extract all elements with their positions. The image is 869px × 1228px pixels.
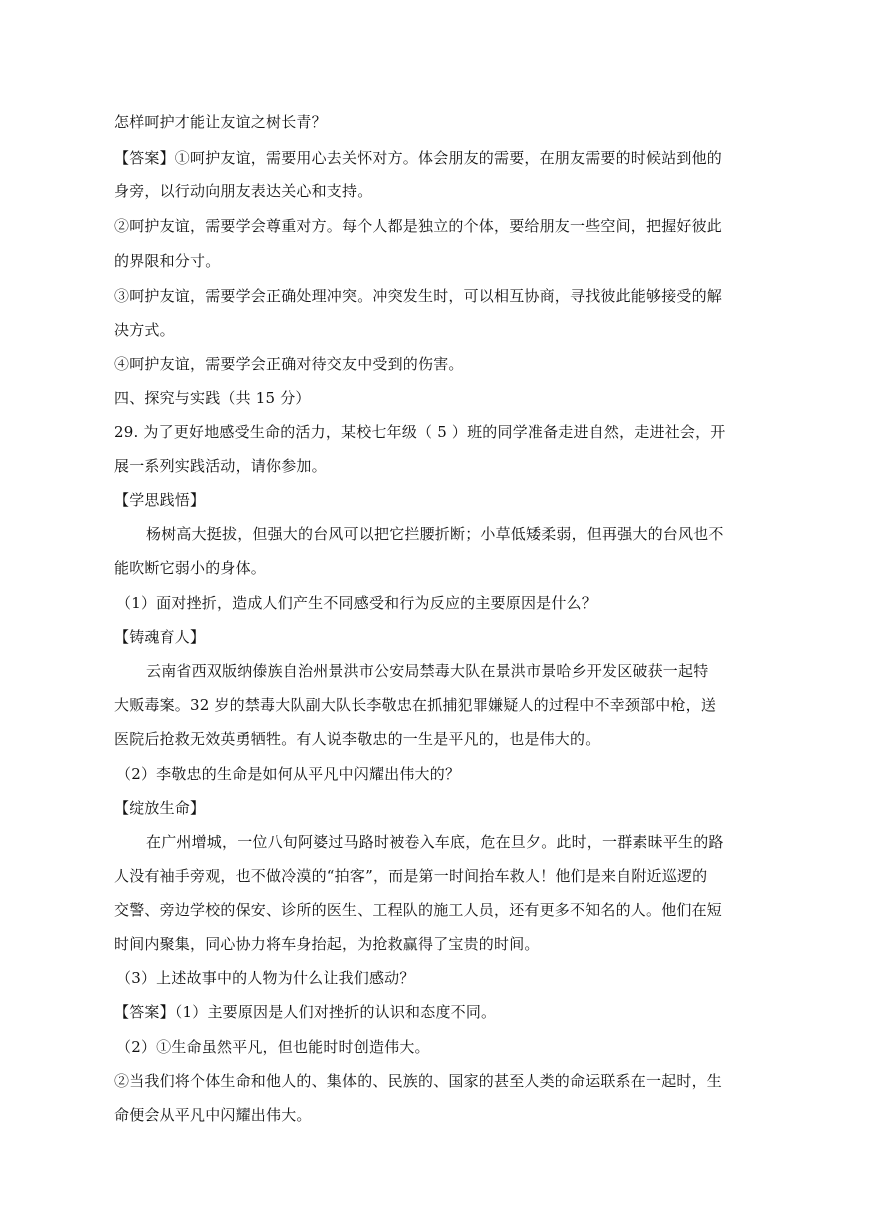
subsection-heading: 【铸魂育人】	[114, 628, 206, 646]
question-29: 29. 为了更好地感受生命的活力，某校七年级（ 5 ）班的同学准备走进自然，走进社会，开	[114, 423, 726, 441]
answer-line: 【答案】①呵护友谊，需要用心去关怀对方。体会朋友的需要，在朋友需要的时候站到他的	[114, 149, 723, 167]
sub-question-3: （3）上述故事中的人物为什么让我们感动？	[116, 969, 415, 987]
answer-line: ②呵护友谊，需要学会尊重对方。每个人都是独立的个体，要给朋友一些空间，把握好彼此	[114, 217, 723, 235]
question-continuation: 怎样呵护才能让友谊之树长青？	[114, 113, 327, 131]
subsection-heading: 【学思践悟】	[114, 491, 206, 509]
answer-line: 命便会从平凡中闪耀出伟大。	[114, 1106, 312, 1124]
sub-question-2: （2）李敬忠的生命是如何从平凡中闪耀出伟大的？	[116, 765, 461, 783]
material-paragraph: 大贩毒案。32 岁的禁毒大队副大队长李敬忠在抓捕犯罪嫌疑人的过程中不幸颈部中枪，送	[114, 696, 717, 714]
material-paragraph: 交警、旁边学校的保安、诊所的医生、工程队的施工人员，还有更多不知名的人。他们在短	[114, 901, 723, 919]
section-heading: 四、探究与实践（共 15 分）	[114, 389, 311, 407]
answer-line: 决方式。	[114, 321, 175, 339]
answer-line: 身旁，以行动向朋友表达关心和支持。	[114, 182, 373, 200]
material-paragraph: 人没有袖手旁观，也不做冷漠的“拍客”，而是第一时间抬车救人！他们是来自附近巡逻的	[114, 867, 708, 885]
material-paragraph: 在广州增城，一位八旬阿婆过马路时被卷入车底，危在旦夕。此时，一群素昧平生的路	[146, 833, 724, 851]
material-paragraph: 杨树高大挺拔，但强大的台风可以把它拦腰折断；小草低矮柔弱，但再强大的台风也不	[146, 525, 724, 543]
answer-line: 【答案】（1）主要原因是人们对挫折的认识和态度不同。	[114, 1003, 497, 1021]
material-paragraph: 云南省西双版纳傣族自治州景洪市公安局禁毒大队在景洪市景哈乡开发区破获一起特	[146, 662, 709, 680]
material-paragraph: 时间内聚集，同心协力将车身抬起，为抢救赢得了宝贵的时间。	[114, 935, 540, 953]
answer-line: （2）①生命虽然平凡，但也能时时创造伟大。	[116, 1038, 430, 1056]
material-paragraph: 能吹断它弱小的身体。	[114, 559, 267, 577]
answer-line: ②当我们将个体生命和他人的、集体的、民族的、国家的甚至人类的命运联系在一起时，生	[114, 1072, 723, 1090]
answer-line: 的界限和分寸。	[114, 252, 221, 270]
material-paragraph: 医院后抢救无效英勇牺牲。有人说李敬忠的一生是平凡的，也是伟大的。	[114, 730, 601, 748]
sub-question-1: （1）面对挫折，造成人们产生不同感受和行为反应的主要原因是什么？	[116, 594, 597, 612]
answer-line: ④呵护友谊，需要学会正确对待交友中受到的伤害。	[114, 355, 464, 373]
question-29: 展一系列实践活动，请你参加。	[114, 457, 327, 475]
answer-line: ③呵护友谊，需要学会正确处理冲突。冲突发生时，可以相互协商，寻找彼此能够接受的解	[114, 287, 723, 305]
subsection-heading: 【绽放生命】	[114, 799, 206, 817]
